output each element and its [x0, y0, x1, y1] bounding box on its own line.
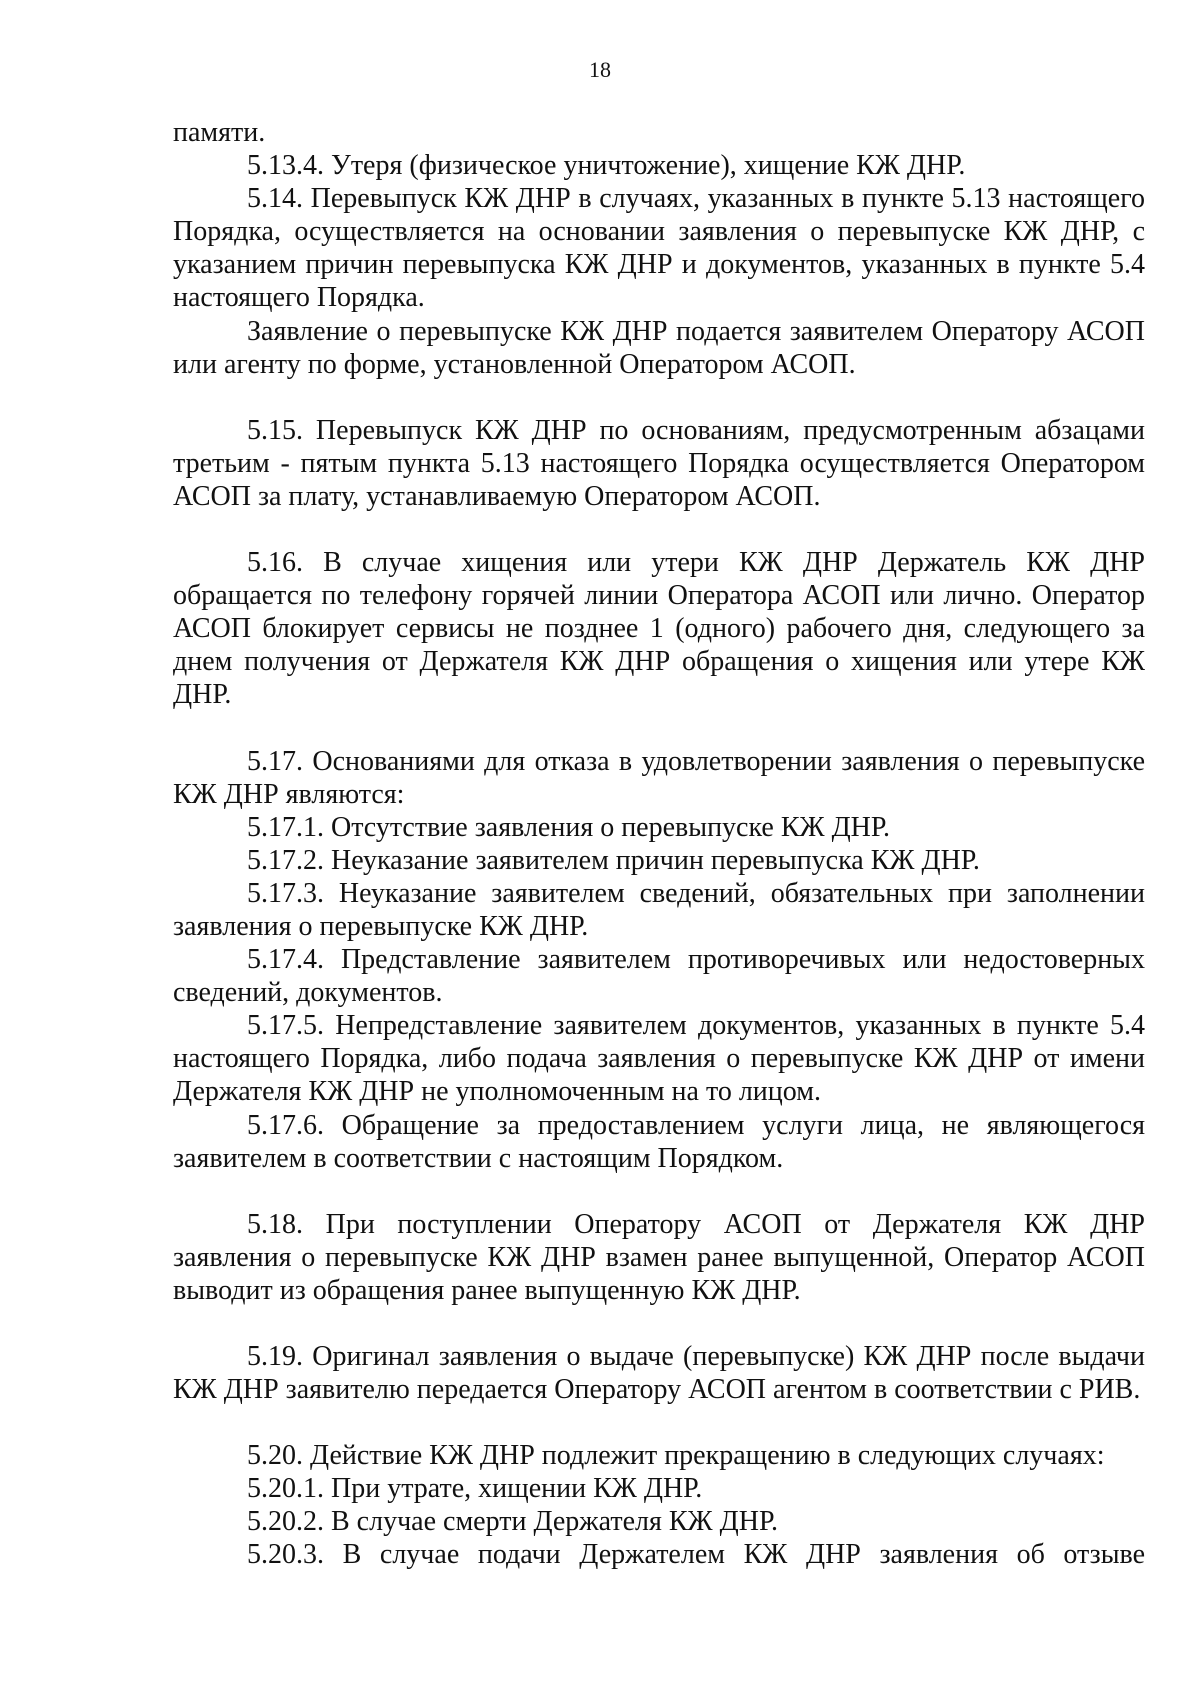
paragraph: 5.15. Перевыпуск КЖ ДНР по основаниям, предусмотренным абзацами третьим - пятым пункта 5.13 настоящего Порядка осуществляется Оператором АСОП за плату, устанавливаемую Оператором АСОП.: [173, 414, 1145, 512]
paragraph: 5.20.3. В случае подачи Держателем КЖ ДНР заявления об отзыве: [247, 1539, 1145, 1571]
paragraph: 5.17.2. Неуказание заявителем причин перевыпуска КЖ ДНР.: [247, 844, 980, 876]
paragraph: 5.20. Действие КЖ ДНР подлежит прекращению в следующих случаях:: [247, 1440, 1105, 1472]
paragraph: 5.17.6. Обращение за предоставлением услуги лица, не являющегося заявителем в соответствии с настоящим Порядком.: [173, 1109, 1145, 1174]
document-body: [173, 116, 1145, 1572]
paragraph: 5.20.2. В случае смерти Держателя КЖ ДНР.: [247, 1506, 779, 1538]
paragraph: 5.18. При поступлении Оператору АСОП от Держателя КЖ ДНР заявления о перевыпуске КЖ ДНР взамен ранее выпущенной, Оператор АСОП выводит из обращения ранее выпущенную КЖ ДНР.: [173, 1208, 1145, 1306]
paragraph: 5.17. Основаниями для отказа в удовлетворении заявления о перевыпуске КЖ ДНР являются:: [173, 745, 1145, 810]
paragraph: 5.13.4. Утеря (физическое уничтожение), хищение КЖ ДНР.: [247, 150, 966, 182]
paragraph: 5.17.5. Непредставление заявителем документов, указанных в пункте 5.4 настоящего Порядка, либо подача заявления о перевыпуске КЖ ДНР от имени Держателя КЖ ДНР не уполномоченным на то лицом.: [173, 1010, 1145, 1108]
paragraph: 5.17.4. Представление заявителем противоречивых или недостоверных сведений, документов.: [173, 944, 1145, 1009]
paragraph: 5.14. Перевыпуск КЖ ДНР в случаях, указанных в пункте 5.13 настоящего Порядка, осуществляется на основании заявления о перевыпуске КЖ ДНР, с указанием причин перевыпуска КЖ ДНР и документов, указанных в пункте 5.4 настоящего Порядка.: [173, 183, 1145, 314]
paragraph: 5.17.3. Неуказание заявителем сведений, обязательных при заполнении заявления о перевыпуске КЖ ДНР.: [173, 877, 1145, 942]
paragraph: 5.17.1. Отсутствие заявления о перевыпуске КЖ ДНР.: [247, 811, 890, 843]
paragraph: 5.16. В случае хищения или утери КЖ ДНР Держатель КЖ ДНР обращается по телефону горячей линии Оператора АСОП или лично. Оператор АСОП блокирует сервисы не позднее 1 (одного) рабочего дня, следующего за днем получения от Держателя КЖ ДНР обращения о хищения или утере КЖ ДНР.: [173, 547, 1145, 711]
page-number: 18: [589, 57, 611, 82]
paragraph: 5.19. Оригинал заявления о выдаче (перевыпуске) КЖ ДНР после выдачи КЖ ДНР заявителю передается Оператору АСОП агентом в соответствии с РИВ.: [173, 1341, 1145, 1406]
paragraph: Заявление о перевыпуске КЖ ДНР подается заявителем Оператору АСОП или агенту по форме, установленной Оператором АСОП.: [173, 315, 1145, 380]
paragraph: 5.20.1. При утрате, хищении КЖ ДНР.: [247, 1473, 703, 1505]
paragraph: памяти.: [173, 117, 266, 148]
